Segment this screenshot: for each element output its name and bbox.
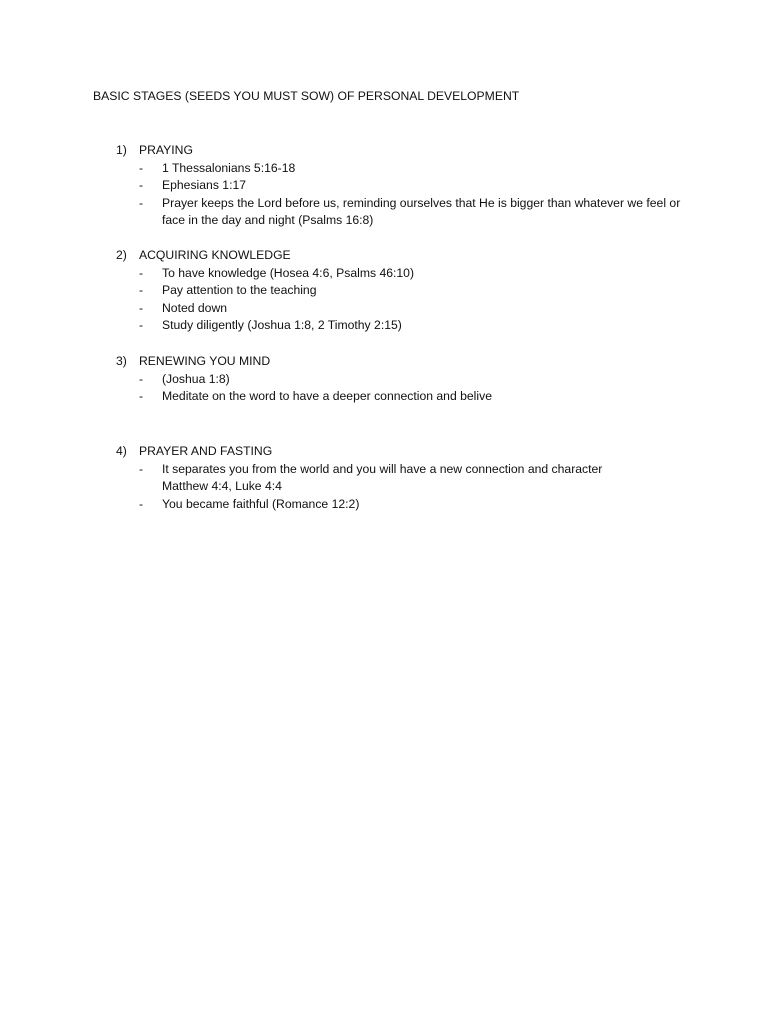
section-heading: RENEWING YOU MIND [139,354,271,368]
bullet-dash: - [139,265,144,280]
list-item [0,160,768,178]
section-heading-row [0,247,768,265]
section-acquiring-knowledge [0,247,768,335]
bullet-dash: - [139,160,144,175]
section-praying [0,142,768,230]
list-item [0,371,768,389]
section-heading-row [0,353,768,371]
section-heading: PRAYING [139,143,193,157]
bullet-text: To have knowledge (Hosea 4:6, Psalms 46:10) [162,265,415,280]
list-item [0,461,768,496]
bullet-text: Meditate on the word to have a deeper connection and belive [162,389,492,403]
bullet-text: (Joshua 1:8) [162,371,230,386]
section-heading-row [0,443,768,461]
section-number: 4) [116,444,127,458]
list-item [0,265,768,283]
list-item [0,282,768,300]
bullet-text: Pay attention to the teaching [162,283,317,297]
section-heading: PRAYER AND FASTING [139,444,273,458]
list-item [0,195,768,230]
bullet-text: Study diligently (Joshua 1:8, 2 Timothy 2:15) [162,318,402,332]
section-number: 2) [116,248,127,262]
section-number: 1) [116,143,127,157]
bullet-dash: - [139,371,144,386]
bullet-text: Ephesians 1:17 [162,178,247,192]
bullet-text: Prayer keeps the Lord before us, reminding ourselves that He is bigger than whatever we feel or face in the day and night (Psalms 16:8) [162,195,681,227]
bullet-dash: - [139,318,144,332]
bullet-dash: - [139,195,144,210]
bullet-dash: - [139,389,144,403]
bullet-dash: - [139,496,144,511]
bullet-text: 1 Thessalonians 5:16-18 [162,160,296,175]
bullet-dash: - [139,461,144,476]
bullet-dash: - [139,283,144,297]
list-item [0,496,768,514]
section-number: 3) [116,354,127,368]
list-item [0,388,768,406]
list-item [0,317,768,335]
document-title: BASIC STAGES (SEEDS YOU MUST SOW) OF PERSONAL DEVELOPMENT [93,89,520,103]
list-item [0,300,768,318]
section-heading: ACQUIRING KNOWLEDGE [139,248,291,262]
bullet-text: You became faithful (Romance 12:2) [162,496,360,511]
section-prayer-fasting [0,443,768,513]
section-renewing-mind [0,353,768,406]
bullet-text: It separates you from the world and you will have a new connection and character Matthew 4:4, Luke 4:4 [162,461,603,493]
list-item [0,177,768,195]
bullet-dash: - [139,178,144,192]
bullet-dash: - [139,300,144,315]
bullet-text: Noted down [162,300,228,315]
section-heading-row [0,142,768,160]
